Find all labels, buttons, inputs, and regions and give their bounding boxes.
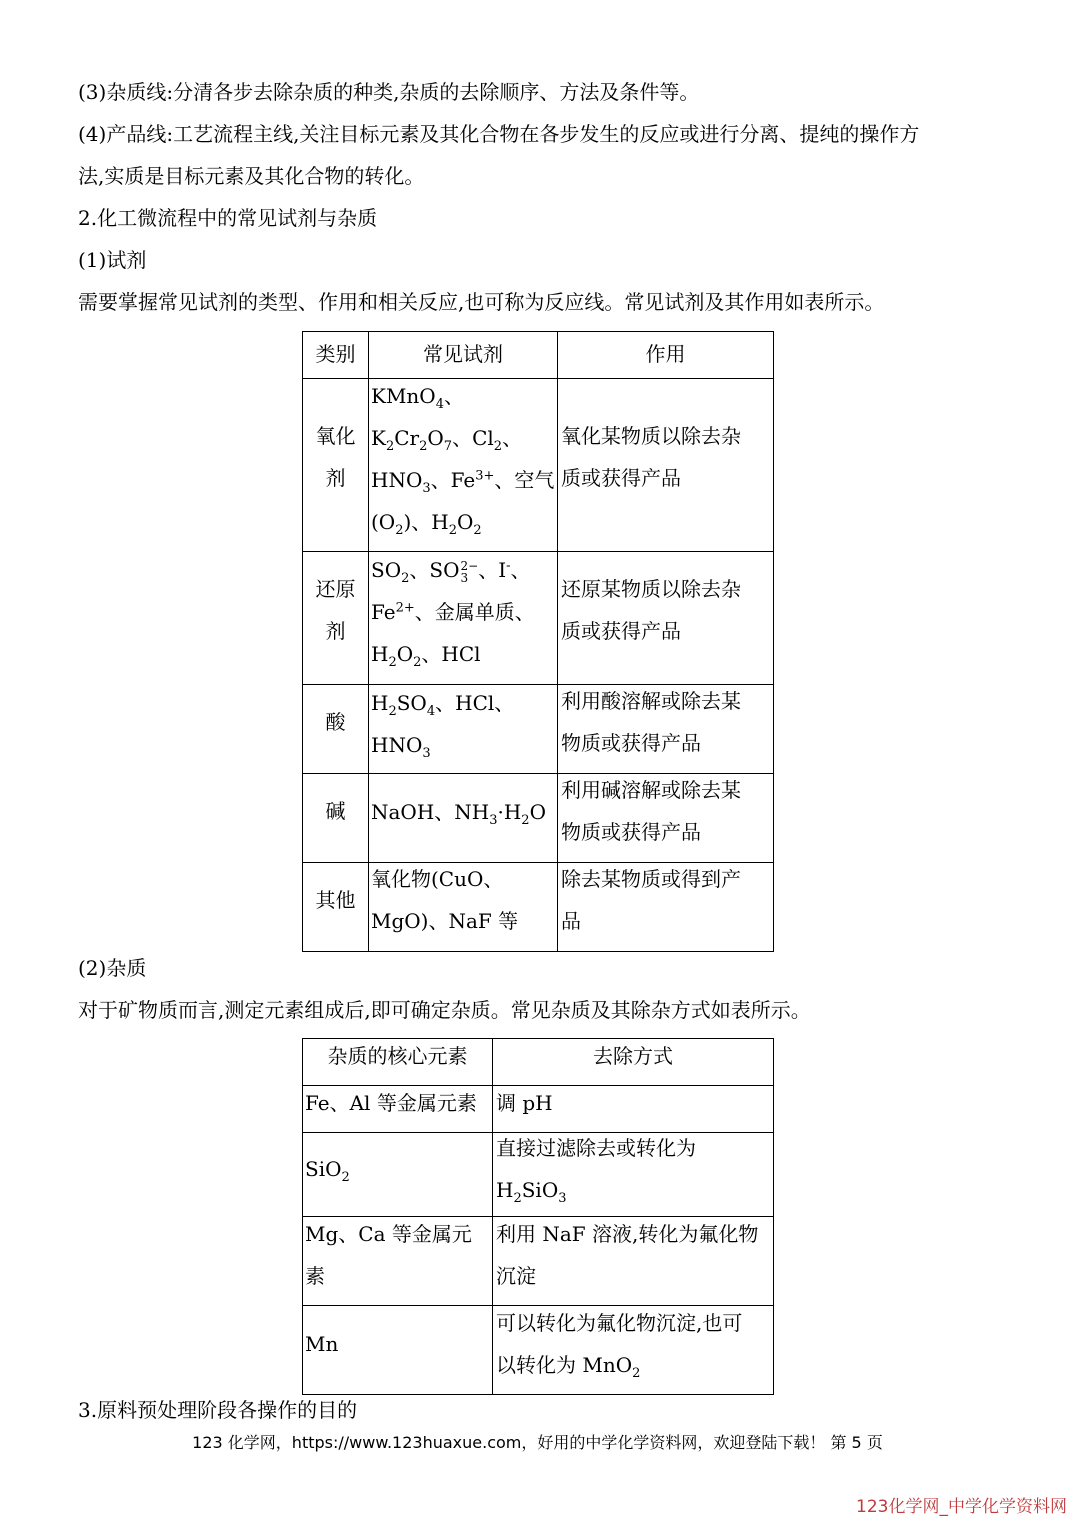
paragraph-product-line-1: (4)产品线:工艺流程主线,关注目标元素及其化合物在各步发生的反应或进行分离、提纯的操作方	[78, 122, 920, 146]
category-cell: 其他	[315, 888, 356, 912]
header-reagent: 常见试剂	[423, 342, 503, 366]
header-effect: 作用	[645, 342, 686, 366]
page-number: 第 5 页	[830, 1433, 883, 1452]
effect-cell: 除去某物质或得到产 品	[561, 867, 741, 933]
effect-cell: 利用酸溶解或除去某 物质或获得产品	[561, 689, 741, 755]
element-cell: SiO$_2$	[305, 1157, 350, 1185]
reagent-cell: $H_2SO_4$、HCl、 $HNO_3$	[371, 691, 515, 761]
page-footer	[0, 1432, 1075, 1454]
reagent-cell: KMnO$_4$、 $K_2Cr_2O_7$、$Cl_2$、 $HNO_3$、$Fe^{3+}$、空气 $(O_2)$、$H_2O_2$	[371, 384, 555, 538]
header-core-element: 杂质的核心元素	[327, 1044, 468, 1068]
subheading-reagents: (1)试剂	[78, 248, 147, 272]
element-cell: Mg、Ca 等金属元 素	[305, 1222, 472, 1288]
watermark: 123化学网_中学化学资料网	[856, 1497, 1067, 1517]
paragraph-product-line-2: 法,实质是目标元素及其化合物的转化。	[78, 164, 425, 188]
element-cell: Mn	[305, 1332, 339, 1356]
method-cell: 直接过滤除去或转化为 $H_2SiO_3$	[496, 1136, 696, 1206]
method-cell: 利用 NaF 溶液,转化为氟化物 沉淀	[496, 1222, 759, 1288]
reagent-cell: 氧化物(CuO、 MgO)、NaF 等	[371, 867, 519, 933]
header-removal-method: 去除方式	[593, 1044, 673, 1068]
footer-text: 123 化学网，https://www.123huaxue.com，好用的中学化学资料网，欢迎登陆下载！	[192, 1433, 826, 1452]
paragraph-impurity-line: (3)杂质线:分清各步去除杂质的种类,杂质的去除顺序、方法及条件等。	[78, 80, 700, 104]
category-cell: 碱	[325, 799, 346, 823]
subheading-impurities: (2)杂质	[78, 956, 147, 980]
category-cell: 氧化 剂	[315, 424, 356, 490]
category-cell: 还原 剂	[315, 577, 356, 643]
effect-cell: 还原某物质以除去杂 质或获得产品	[561, 577, 741, 643]
section-heading-2: 2.化工微流程中的常见试剂与杂质	[78, 206, 378, 230]
method-cell: 可以转化为氟化物沉淀,也可 以转化为 MnO$_2$	[496, 1311, 743, 1381]
category-cell: 酸	[325, 710, 346, 734]
reagent-cell: NaOH、$NH_3\cdot H_2O$	[371, 800, 546, 828]
header-category: 类别	[315, 342, 356, 366]
section-heading-3: 3.原料预处理阶段各操作的目的	[78, 1398, 358, 1422]
paragraph-impurities-intro: 对于矿物质而言,测定元素组成后,即可确定杂质。常见杂质及其除杂方式如表所示。	[78, 998, 811, 1022]
reagent-cell: $SO_2$、SO2− 3 、I-、 $Fe^{2+}$、金属单质、 $H_2O_2$、HCl	[371, 558, 535, 670]
method-cell: 调 pH	[496, 1091, 553, 1115]
effect-cell: 氧化某物质以除去杂 质或获得产品	[561, 424, 741, 490]
element-cell: Fe、Al 等金属元素	[305, 1091, 477, 1115]
paragraph-reagents-intro: 需要掌握常见试剂的类型、作用和相关反应,也可称为反应线。常见试剂及其作用如表所示。	[78, 290, 885, 314]
effect-cell: 利用碱溶解或除去某 物质或获得产品	[561, 778, 741, 844]
